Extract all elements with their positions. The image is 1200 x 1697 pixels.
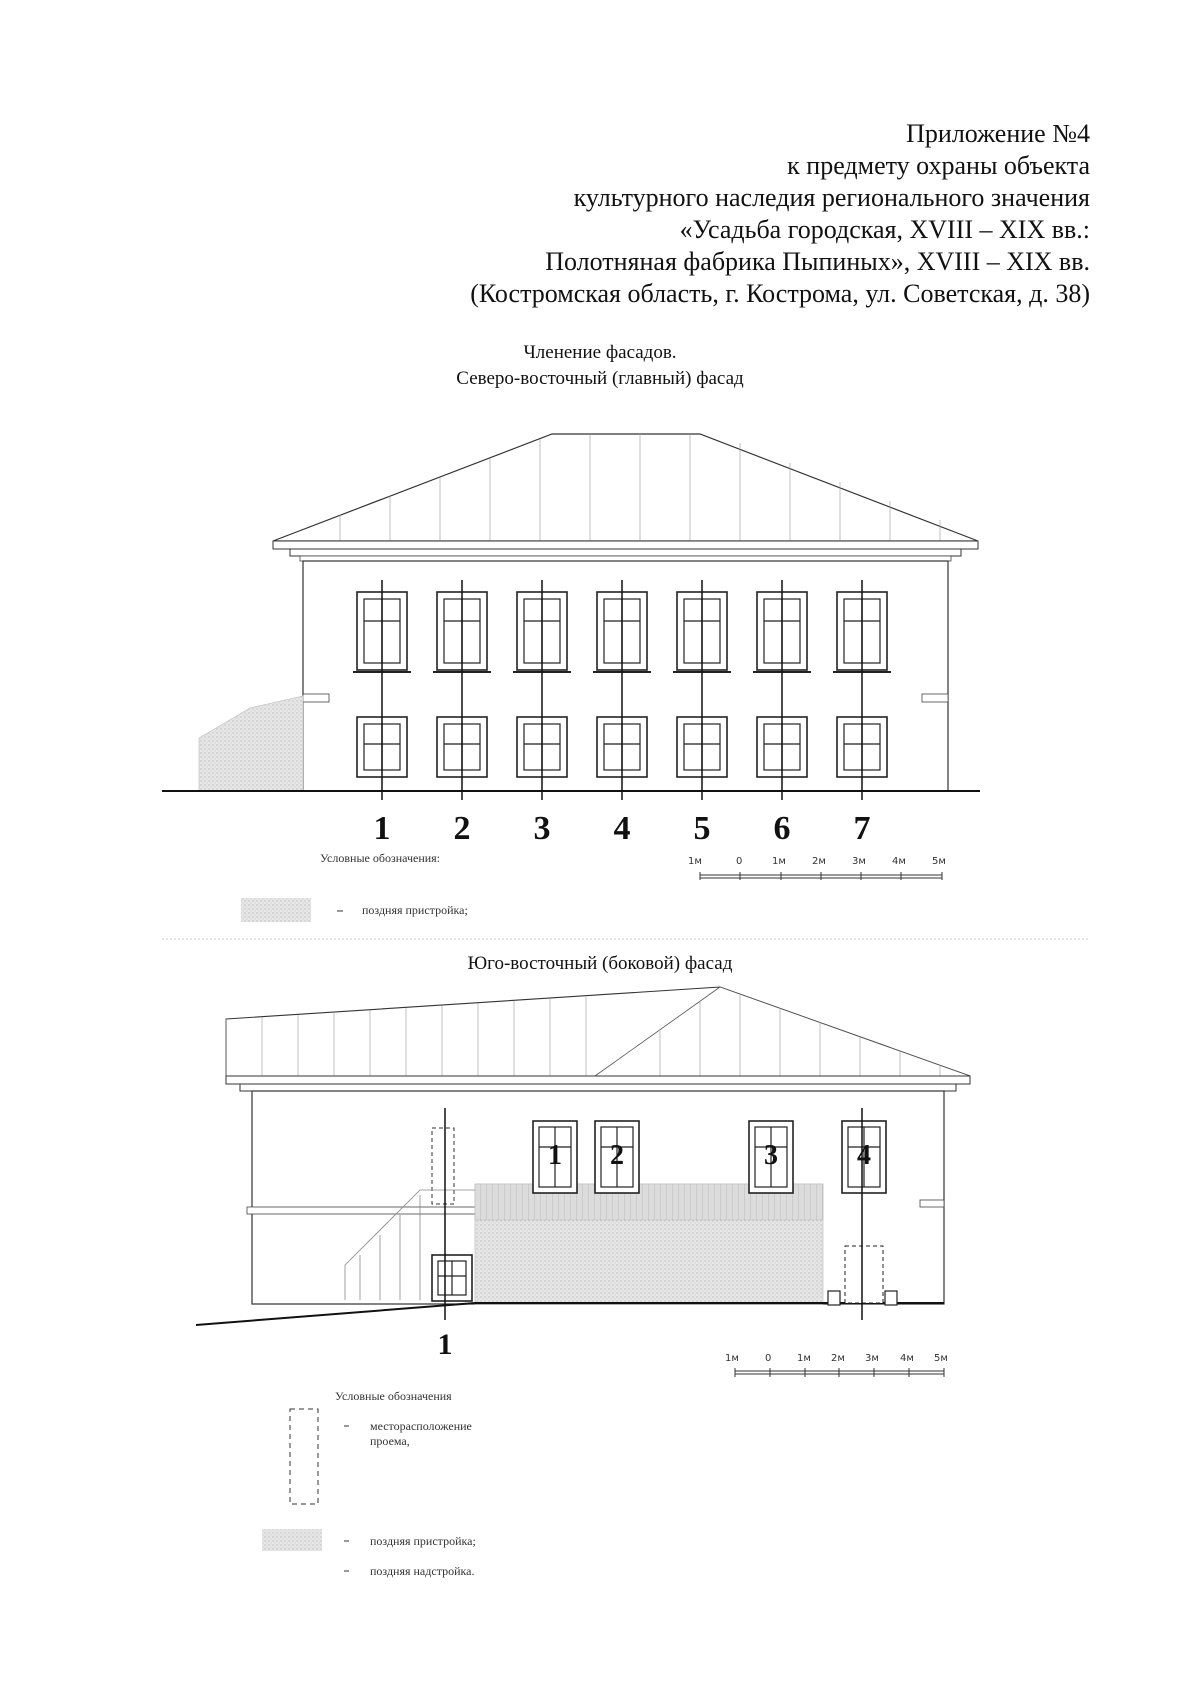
legend-swatch-annex bbox=[241, 898, 311, 922]
legend-item-annex-2: поздняя пристройка; bbox=[370, 1534, 476, 1548]
scale-bar-2 bbox=[735, 1368, 944, 1377]
window-number: 3 bbox=[764, 1140, 778, 1171]
header-line-1: Приложение №4 bbox=[906, 119, 1090, 148]
window-number: 4 bbox=[857, 1140, 871, 1171]
header-line-4: «Усадьба городская, XVIII – XIX вв.: bbox=[679, 215, 1090, 244]
side-facade-drawing bbox=[196, 987, 970, 1571]
side-window-lower bbox=[432, 1255, 472, 1301]
window-number: 2 bbox=[610, 1140, 624, 1171]
axis-number: 6 bbox=[773, 810, 791, 847]
legend-item-annex: поздняя пристройка; bbox=[362, 903, 468, 917]
legend-item-superstructure: поздняя надстройка. bbox=[370, 1564, 475, 1578]
axis-number: 4 bbox=[613, 810, 631, 847]
axis-number: 5 bbox=[693, 810, 711, 847]
axis-number-side: 1 bbox=[437, 1328, 453, 1361]
scale-label: 3м bbox=[865, 1353, 879, 1364]
scale-label: 4м bbox=[900, 1353, 914, 1364]
facade1-title-2: Северо-восточный (главный) фасад bbox=[456, 368, 744, 389]
main-facade-drawing bbox=[162, 434, 1090, 939]
facade2-title: Юго-восточный (боковой) фасад bbox=[467, 953, 733, 974]
scale-bar-1 bbox=[700, 872, 942, 880]
header-line-2: к предмету охраны объекта bbox=[787, 151, 1090, 180]
axis-number: 1 bbox=[373, 810, 391, 847]
axis-number: 7 bbox=[853, 810, 871, 847]
scale-label: 1м bbox=[797, 1353, 811, 1364]
facade1-title-1: Членение фасадов. bbox=[523, 342, 677, 363]
header-line-6: (Костромская область, г. Кострома, ул. Советская, д. 38) bbox=[470, 279, 1090, 308]
scale-label: 2м bbox=[812, 856, 826, 867]
scale-label: 5м bbox=[932, 856, 946, 867]
legend-item-opening-2: проема, bbox=[370, 1434, 410, 1448]
window-number: 1 bbox=[548, 1140, 562, 1171]
scale-label: 0 bbox=[765, 1353, 772, 1364]
legend-title-2: Условные обозначения bbox=[335, 1389, 452, 1403]
header-line-5: Полотняная фабрика Пыпиных», XVIII – XIX вв. bbox=[545, 247, 1090, 276]
legend-item-opening-1: месторасположение bbox=[370, 1419, 472, 1433]
legend-swatch-annex-2 bbox=[262, 1529, 322, 1551]
scale-label: 3м bbox=[852, 856, 866, 867]
scale-label: 4м bbox=[892, 856, 906, 867]
scale-label: 5м bbox=[934, 1353, 948, 1364]
scale-label: 1м bbox=[772, 856, 786, 867]
legend-swatch-opening bbox=[290, 1409, 318, 1504]
scale-label: 0 bbox=[736, 856, 743, 867]
legend-title-1: Условные обозначения: bbox=[320, 851, 441, 865]
header-line-3: культурного наследия регионального значения bbox=[573, 183, 1090, 212]
axis-number: 2 bbox=[453, 810, 471, 847]
scale-label: 2м bbox=[831, 1353, 845, 1364]
axis-number: 3 bbox=[533, 810, 551, 847]
scale-label: 1м bbox=[725, 1353, 739, 1364]
scale-label: 1м bbox=[688, 856, 702, 867]
